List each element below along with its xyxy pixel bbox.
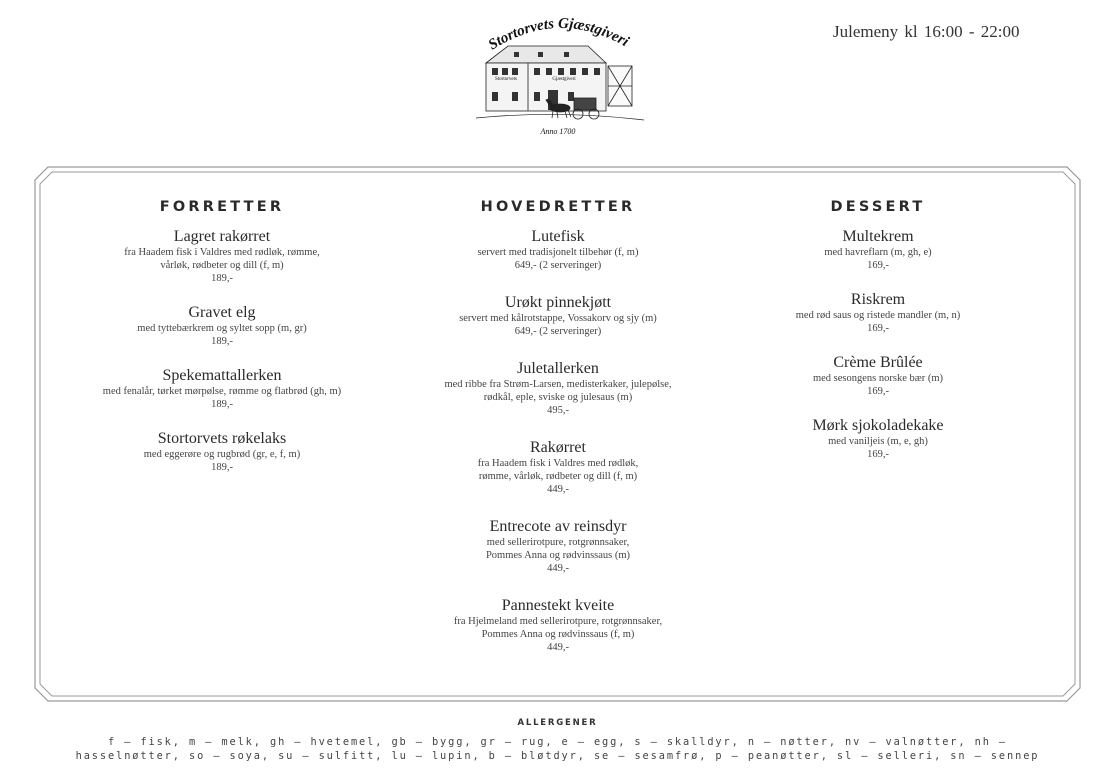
- allergens-heading: ALLERGENER: [517, 718, 598, 728]
- item-price: 449,-: [547, 484, 569, 495]
- item-description: med fenalår, tørket mørpølse, rømme og flatbrød (gh, m): [102, 386, 342, 397]
- item-description: rødkål, eple, sviske og julesaus (m): [483, 392, 633, 403]
- item-name: Lutefisk: [531, 228, 585, 245]
- logo-sign-left: Stortorvets: [495, 77, 517, 82]
- menu-item: [82, 227, 362, 285]
- menu-item: [762, 290, 994, 335]
- item-name: Gravet elg: [188, 304, 256, 321]
- column-forretter: [82, 199, 362, 492]
- item-price: 169,-: [867, 386, 889, 397]
- item-price: 169,-: [867, 449, 889, 460]
- item-description: rømme, vårløk, rødbeter og dill (f, m): [478, 471, 638, 482]
- item-name: Entrecote av reinsdyr: [489, 518, 627, 535]
- item-price: 189,-: [211, 462, 233, 473]
- allergens-line: f – fisk, m – melk, gh – hvetemel, gb – bygg, gr – rug, e – egg, s – skalldyr, n – nøtter, nv – valnøtter, nh –: [107, 736, 1008, 748]
- item-description: med rød saus og ristede mandler (m, n): [795, 310, 961, 321]
- item-description: vårløk, rødbeter og dill (f, m): [160, 260, 284, 271]
- item-description: med havreflarn (m, gh, e): [824, 247, 932, 258]
- item-name: Urøkt pinnekjøtt: [504, 294, 612, 311]
- menu-item: [762, 416, 994, 461]
- restaurant-logo: [468, 8, 648, 138]
- section-heading: DESSERT: [830, 199, 926, 215]
- item-name: Spekemattallerken: [162, 367, 282, 384]
- section-heading: HOVEDRETTER: [480, 199, 636, 215]
- item-price: 189,-: [211, 336, 233, 347]
- column-dessert: [762, 199, 994, 479]
- menu-item: [762, 227, 994, 272]
- menu-item: [412, 293, 704, 338]
- item-price: 495,-: [547, 405, 569, 416]
- logo-year: Anno 1700: [540, 127, 576, 136]
- allergens-line: hasselnøtter, so – soya, su – sulfitt, lu – lupin, b – bløtdyr, se – sesamfrø, p – peanøtter, sl – selleri, sn – sennep: [75, 750, 1040, 762]
- item-description: Pommes Anna og rødvinssaus (f, m): [481, 629, 635, 640]
- item-description: med sellerirotpure, rotgrønnsaker,: [486, 537, 630, 548]
- item-description: med tyttebærkrem og syltet sopp (m, gr): [137, 323, 307, 334]
- item-description: med sesongens norske bær (m): [812, 373, 944, 384]
- item-name: Pannestekt kveite: [501, 597, 615, 614]
- item-name: Juletallerken: [517, 360, 599, 377]
- allergens-legend: [30, 735, 1085, 763]
- item-description: med eggerøre og rugbrød (gr, e, f, m): [143, 449, 301, 460]
- item-description: fra Haadem fisk i Valdres med rødløk, rømme,: [124, 247, 320, 258]
- column-hovedretter: [412, 199, 704, 675]
- menu-item: [412, 438, 704, 496]
- menu-item: [412, 596, 704, 654]
- item-name: Multekrem: [842, 228, 914, 245]
- item-price: 449,-: [547, 642, 569, 653]
- item-price: 649,- (2 serveringer): [514, 326, 602, 337]
- item-price: 189,-: [211, 273, 233, 284]
- menu-item: [82, 303, 362, 348]
- item-price: 169,-: [867, 260, 889, 271]
- item-description: med vaniljeis (m, e, gh): [828, 436, 928, 447]
- item-price: 189,-: [211, 399, 233, 410]
- menu-item: [82, 366, 362, 411]
- logo-name: Stortorvets Gjæstgiveri: [485, 15, 632, 54]
- menu-item: [412, 227, 704, 272]
- item-name: Crème Brûlée: [833, 354, 923, 371]
- menu-title: Julemeny kl 16:00 - 22:00: [833, 22, 1020, 41]
- item-description: servert med kålrotstappe, Vossakorv og sjy (m): [459, 313, 657, 324]
- item-price: 649,- (2 serveringer): [514, 260, 602, 271]
- item-description: servert med tradisjonelt tilbehør (f, m): [477, 247, 639, 258]
- menu-item: [82, 429, 362, 474]
- logo-sign-right: Gjæstgiveri: [552, 77, 576, 82]
- item-name: Rakørret: [530, 439, 586, 456]
- item-name: Mørk sjokoladekake: [812, 417, 944, 434]
- section-heading: FORRETTER: [159, 199, 285, 215]
- item-description: med ribbe fra Strøm-Larsen, medisterkaker, julepølse,: [444, 379, 672, 390]
- item-name: Riskrem: [850, 291, 906, 308]
- item-price: 449,-: [547, 563, 569, 574]
- menu-item: [412, 517, 704, 575]
- item-price: 169,-: [867, 323, 889, 334]
- menu-item: [412, 359, 704, 417]
- item-name: Stortorvets røkelaks: [157, 430, 287, 447]
- item-description: fra Hjelmeland med sellerirotpure, rotgrønnsaker,: [453, 616, 663, 627]
- menu-item: [762, 353, 994, 398]
- item-description: fra Haadem fisk i Valdres med rødløk,: [477, 458, 639, 469]
- item-description: Pommes Anna og rødvinssaus (m): [485, 550, 631, 561]
- item-name: Lagret rakørret: [173, 228, 271, 245]
